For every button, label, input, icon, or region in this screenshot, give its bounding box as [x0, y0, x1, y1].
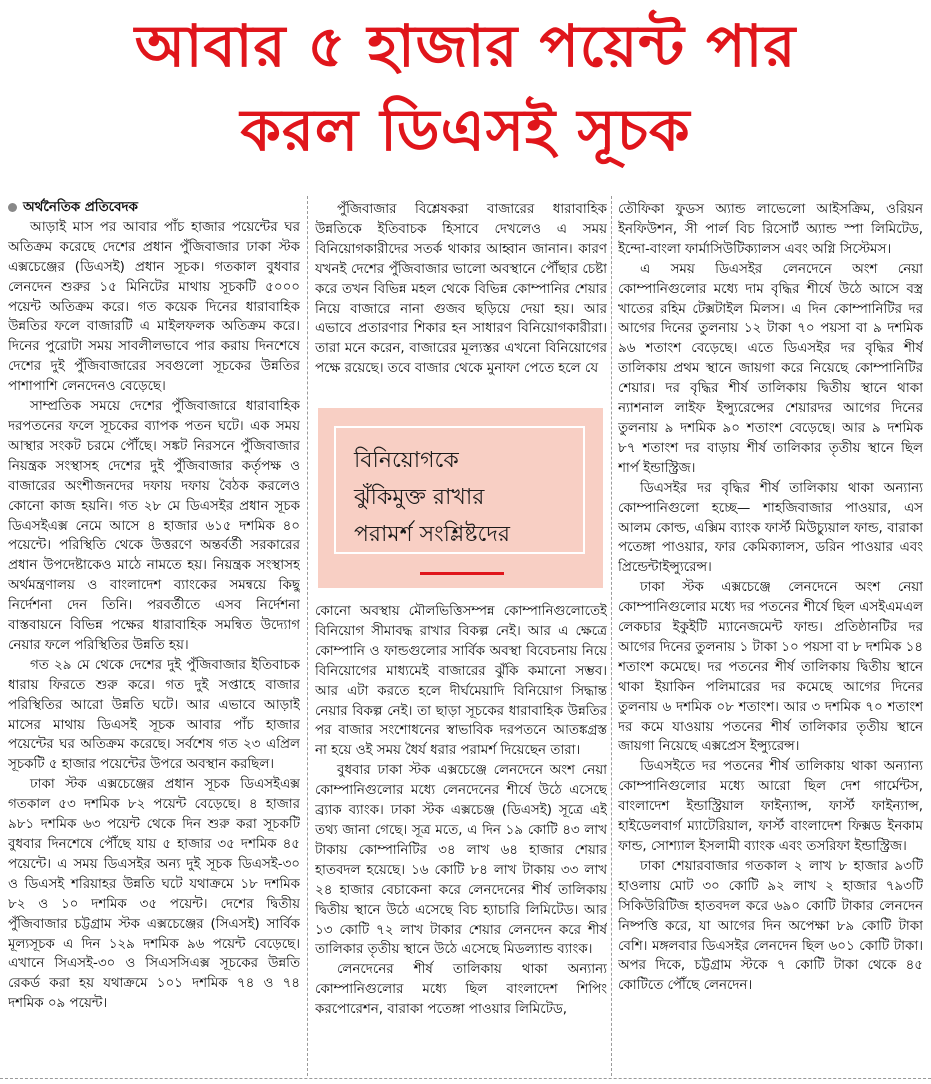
article-column-2-top [315, 200, 607, 396]
paragraph: আড়াই মাস পর আবার পাঁচ হাজার পয়েন্টের ঘর অতিক্রম করেছে দেশের প্রধান পুঁজিবাজার ঢাকা স্টক এক্সচেঞ্জের (ডিএসই) প্রধান সূচক। গতকাল বুধবার লেনদেন শুরুর ১৫ মিনিটের মাথায় সূচকটি ৫০০০ পয়েন্ট অতিক্রম করে। গত কয়েক দিনের ধারাবাহিক উন্নতির ফলে বাজারটি এ মাইলফলক অতিক্রম করে। দিনের পুরোটা সময় সাবলীলভাবে পার করায় দিনশেষে দেশের দুই পুঁজিবাজারের সবগুলো সূচকের উন্নতির পাশাপাশি লেনদেনও বেড়েছে। [8, 219, 300, 395]
pull-quote-line-3: পরামর্শ সংশ্লিষ্টদের [354, 522, 510, 547]
headline-line-2: করল ডিএসই সূচক [240, 96, 691, 164]
bottom-rule [0, 1078, 931, 1079]
paragraph: ঢাকা স্টক এক্সচেঞ্জে লেনদেনে অংশ নেয়া কোম্পানিগুলোর মধ্যে দর পতনের শীর্ষে ছিল এসইএমএল লেকচার ইকুইটি ম্যানেজমেন্ট ফান্ড। প্রতিষ্ঠানটির দর আগের দিনের তুলনায় ১ টাকা ১০ পয়সা বা ৮ দশমিক ১৪ শতাংশ কমেছে। দর পতনের শীর্ষ তালিকায় দ্বিতীয় স্থানে থাকা ইয়াকিন পলিমারের দর কমেছে আগের দিনের তুলনায় ৬ দশমিক ০৮ শতাংশ। আর ৩ দশমিক ৭০ শতাংশ দর কমে যাওয়ায় পতনের শীর্ষ তালিকার তৃতীয় স্থানে জায়গা নিয়েছে এক্সপ্রেস ইন্স্যুরেন্স। [618, 580, 923, 755]
article-column-2-bottom [315, 602, 607, 1072]
paragraph: পুঁজিবাজার বিশ্লেষকরা বাজারের ধারাবাহিক উন্নতিকে ইতিবাচক হিসাবে দেখলেও এ সময় বিনিয়োগকারীদের সতর্ক থাকার আহ্বান জানান। কারণ যখনই দেশের পুঁজিবাজার ভালো অবস্থানে পৌঁছার চেষ্টা করে তখন বিভিন্ন মহল থেকে বিভিন্ন কোম্পানির শেয়ার নিয়ে বাজারে নানা গুজব ছড়িয়ে দেয়া হয়। আর এভাবে প্রতারণার শিকার হন সাধারণ বিনিয়োগকারীরা। তারা মনে করেন, বাজারের মূল্যস্তর এখনো বিনিয়োগের পক্ষে রয়েছে। তবে বাজার থেকে মুনাফা পেতে হলে যে [315, 202, 607, 377]
article-column-3 [618, 200, 923, 1076]
byline [8, 198, 300, 218]
paragraph: সাম্প্রতিক সময়ে দেশের পুঁজিবাজারে ধারাবাহিক দরপতনের ফলে সূচকের ব্যাপক পতন ঘটে। এক সময় আস্থার সংকট চরমে পৌঁছে। সঙ্কট নিরসনে পুঁজিবাজার নিয়ন্ত্রক সংস্থাসহ দেশের দুই পুঁজিবাজার কর্তৃপক্ষ ও বাজারের অংশীজনদের দফায় দফায় বৈঠক করলেও কোনো কাজ হয়নি। গত ২৮ মে ডিএসইর প্রধান সূচক ডিএসইএক্স নেমে আসে ৪ হাজার ৬১৫ দশমিক ৪০ পয়েন্টে। পরিস্থিতি থেকে উত্তরণে অন্তর্বর্তী সরকারের প্রধান উপদেষ্টাকেও মাঠে নামতে হয়। নিয়ন্ত্রক সংস্থাসহ অর্থমন্ত্রণালয় ও বাংলাদেশ ব্যাংকের সমন্বয়ে কিছু নির্দেশনা দেন তিনি। পরবর্তীতে এসব নির্দেশনা বাস্তবায়নে বিভিন্ন পক্ষের ধারাবাহিক সমন্বিত উদ্যোগ নেয়ার ফলে পরিস্থিতির উন্নতি হয়। [8, 399, 300, 653]
paragraph: ডিএসইতে দর পতনের শীর্ষ তালিকায় থাকা অন্যান্য কোম্পানিগুলোর মধ্যে আরো ছিল দেশ গার্মেন্টস, বাংলাদেশ ইন্ডাস্ট্রিয়াল ফাইন্যান্স, ফার্স্ট ফাইন্যান্স, হাইডেলবার্গ ম্যাটেরিয়াল, ফার্স্ট বাংলাদেশ ফিক্সড ইনকাম ফান্ড, সোশ্যাল ইসলামী ব্যাংক এবং তসরিফা ইন্ডাস্ট্রিজ। [618, 759, 923, 854]
paragraph: এ সময় ডিএসইর লেনদেনে অংশ নেয়া কোম্পানিগুলোর মধ্যে দাম বৃদ্ধির শীর্ষে উঠে আসে বস্ত্র খাতের রহিম টেক্সটাইল মিলস। এ দিন কোম্পানিটির দর আগের দিনের তুলনায় ১২ টাকা ৭০ পয়সা বা ৯ দশমিক ৯৬ শতাংশ বেড়েছে। এতে ডিএসইর দর বৃদ্ধির শীর্ষ তালিকায় প্রথম স্থানে জায়গা করে নিয়েছে কোম্পানিটির শেয়ার। দর বৃদ্ধির শীর্ষ তালিকায় দ্বিতীয় স্থানে থাকা ন্যাশনাল লাইফ ইন্স্যুরেন্সের শেয়ারদর আগের দিনের তুলনায় ৯ দশমিক ৯০ শতাংশ বেড়েছে। আর ৯ দশমিক ৮৭ শতাংশ দর বাড়ায় শীর্ষ তালিকার তৃতীয় স্থানে ছিল শার্প ইন্ডাস্ট্রিজ। [618, 261, 923, 476]
paragraph: ডিএসইর দর বৃদ্ধির শীর্ষ তালিকায় থাকা অন্যান্য কোম্পানিগুলো হচ্ছে— শাহজিবাজার পাওয়ার, এস আলম কোল্ড, এক্সিম ব্যাংক ফার্স্ট মিউচ্যুয়াল ফান্ড, বারাকা পতেঙ্গা পাওয়ার, ফার কেমিক্যালস, ডরিন পাওয়ার এবং প্রিন্ডেন্টাইন্স্যুরেন্স। [618, 480, 923, 576]
pull-quote-line-2: ঝুঁকিমুক্ত রাখার [354, 485, 485, 510]
paragraph: তৌফিকা ফুডস অ্যান্ড লাভেলো আইসক্রিম, ওরিয়ন ইনফিউশন, সী পার্ল বিচ রিসোর্ট অ্যান্ড স্পা লিমিটেড, ইন্দো-বাংলা ফার্মাসিউটিক্যালস এবং অগ্নি সিস্টেমস। [618, 202, 923, 257]
pull-quote [334, 426, 585, 554]
column-separator [307, 196, 308, 1076]
byline-text: অর্থনৈতিক প্রতিবেদক [23, 200, 138, 215]
column-separator [611, 196, 612, 1076]
pull-quote-box [318, 408, 603, 588]
paragraph: গত ২৯ মে থেকে দেশের দুই পুঁজিবাজার ইতিবাচক ধারায় ফিরতে শুরু করে। গত দুই সপ্তাহে বাজার পরিস্থিতির আরো উন্নতি ঘটে। আর এভাবে আড়াই মাসের মাথায় ডিএসই সূচক আবার পাঁচ হাজার পয়েন্টের ঘর অতিক্রম করেছে। সর্বশেষ গত ২৩ এপ্রিল সূচকটি ৫ হাজার পয়েন্টের উপরে অবস্থান করছিল। [8, 657, 300, 773]
paragraph: ঢাকা স্টক এক্সচেঞ্জের প্রধান সূচক ডিএসইএক্স গতকাল ৫৩ দশমিক ৮২ পয়েন্ট বেড়েছে। ৪ হাজার ৯৮১ দশমিক ৬৩ পয়েন্ট থেকে দিন শুরু করা সূচকটি বুধবার দিনশেষে পৌঁছে যায় ৫ হাজার ৩৫ দশমিক ৪৫ পয়েন্টে। এ সময় ডিএসইর অন্য দুই সূচক ডিএসই-৩০ ও ডিএসই শরিয়াহর উন্নতি ঘটে যথাক্রমে ১৮ দশমিক ৮২ ও ১০ দশমিক ৩৫ পয়েন্ট। দেশের দ্বিতীয় পুঁজিবাজার চট্টগ্রাম স্টক এক্সচেঞ্জের (সিএসই) সার্বিক মূল্যসূচক এ দিন ১২৯ দশমিক ৯৬ পয়েন্ট বেড়েছে। এখানে সিএসই-৩০ ও সিএসসিএক্স সূচকের উন্নতি রেকর্ড করা হয় যথাক্রমে ১০১ দশমিক ৭৪ ও ৭৪ দশমিক ০৯ পয়েন্ট। [8, 777, 300, 1012]
article-column-1 [8, 198, 300, 1074]
paragraph: লেনদেনের শীর্ষ তালিকায় থাকা অন্যান্য কোম্পানিগুলোর মধ্যে ছিল বাংলাদেশ শিপিং করপোরেশন, বারাকা পতেঙ্গা পাওয়ার লিমিটেড, [315, 962, 607, 1018]
paragraph: কোনো অবস্থায় মৌলভিত্তিসম্পন্ন কোম্পানিগুলোতেই বিনিয়োগ সীমাবদ্ধ রাখার বিকল্প নেই। আর এ ক্ষেত্রে কোম্পানি ও ফান্ডগুলোর সার্বিক অবস্থা বিবেচনায় নিয়ে বিনিয়োগের মাধ্যমেই বাজারের ঝুঁকি কমানো সম্ভব। আর এটা করতে হলে দীর্ঘমেয়াদি বিনিয়োগ সিদ্ধান্ত নেয়ার বিকল্প নেই। তা ছাড়া সূচকের ধারাবাহিক উন্নতির পর বাজার সংশোধনের স্বাভাবিক দরপতনে আতঙ্কগ্রস্ত না হয়ে ওই সময় ধৈর্য ধরার পরামর্শ দিয়েছেন তারা। [315, 604, 607, 759]
pull-quote-line-1: বিনিয়োগকে [354, 448, 459, 473]
bullet-icon [8, 203, 17, 212]
headline-line-1: আবার ৫ হাজার পয়েন্ট পার [134, 12, 797, 80]
pull-quote-rule [420, 572, 504, 575]
headline [0, 4, 931, 172]
paragraph: ঢাকা শেয়ারবাজার গতকাল ২ লাখ ৮ হাজার ৯৩টি হাওলায় মোট ৩০ কোটি ৯২ লাখ ২ হাজার ৭৯৩টি সিকিউরিটিজ হাতবদল করে ৬৯০ কোটি টাকার লেনদেন নিষ্পত্তি করে, যা আগের দিন অপেক্ষা ৮৯ কোটি টাকা বেশি। মঙ্গলবার ডিএসইর লেনদেন ছিল ৬০১ কোটি টাকা। অপর দিকে, চট্টগ্রাম স্টকে ৭ কোটি টাকা থেকে ৪৫ কোটিতে পৌঁছে লেনদেন। [618, 858, 923, 994]
paragraph: বুধবার ঢাকা স্টক এক্সচেঞ্জে লেনদেনে অংশ নেয়া কোম্পানিগুলোর মধ্যে লেনদেনের শীর্ষে উঠে এসেছে ব্র্যাক ব্যাংক। ঢাকা স্টক এক্সচেঞ্জ (ডিএসই) সূত্রে এই তথ্য জানা গেছে। সূত্র মতে, এ দিন ১৯ কোটি ৪৩ লাখ টাকায় কোম্পানিটির ৩৪ লাখ ৬৪ হাজার শেয়ার হাতবদল হয়েছে। ১৬ কোটি ৮৪ লাখ টাকায় ৩৩ লাখ ২৪ হাজার বেচাকেনা করে লেনদেনের শীর্ষ তালিকায় দ্বিতীয় স্থানে উঠে এসেছে বিচ হ্যাচারি লিমিটেড। আর ১৩ কোটি ৭২ লাখ টাকার শেয়ার লেনদেন করে শীর্ষ তালিকার তৃতীয় স্থানে উঠে এসেছে মিডল্যান্ড ব্যাংক। [315, 763, 607, 958]
